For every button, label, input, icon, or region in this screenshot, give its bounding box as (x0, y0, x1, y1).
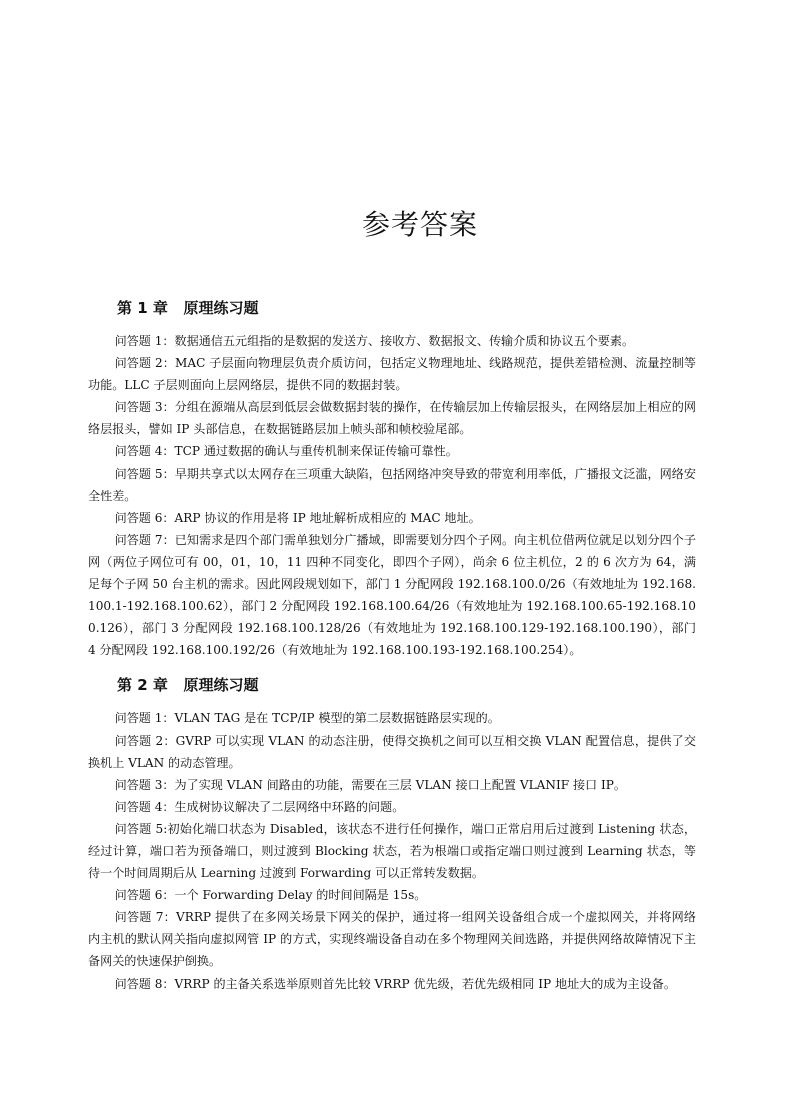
answer-paragraph: 问答题 6：一个 Forwarding Delay 的时间间隔是 15s。 (114, 888, 427, 903)
page-title: 参考答案 (361, 208, 478, 241)
answer-paragraph: 问答题 5:初始化端口状态为 Disabled，该状态不进行任何操作，端口正常启用后过渡到 Listening 状态，经过计算，端口若为预备端口，则过渡到 Blocking 状态，若为根端口或指定端口则过渡到 Learning 状态，等待一个时间周期后从 Learning 过渡到 Forwarding 可以正常转发数据。 (88, 821, 696, 881)
answer-paragraph: 问答题 2：MAC 子层面向物理层负责介质访问，包括定义物理地址、线路规范，提供差错检测、流量控制等功能。LLC 子层则面向上层网络层，提供不同的数据封装。 (88, 356, 696, 393)
chapter-1-heading: 第 1 章 原理练习题 (117, 299, 259, 317)
answer-content (88, 296, 696, 995)
chapter-1-section (88, 296, 696, 661)
answer-paragraph: 问答题 2：GVRP 可以实现 VLAN 的动态注册，使得交换机之间可以互相交换 VLAN 配置信息，提供了交换机上 VLAN 的动态管理。 (88, 733, 696, 770)
answer-paragraph: 问答题 7：已知需求是四个部门需单独划分广播域，即需要划分四个子网。向主机位借两位就足以划分四个子网（两位子网位可有 00，01，10，11 四种不同变化，即四个子网），尚余 6 位主机位，2 的 6 次方为 64，满足每个子网 50 台主机的需求。因此网段规划如下，部门 1 分配网段 192.168.100.0/26（有效地址为 192.168.100.1-192.168.100.62），部门 2 分配网段 192.168.100.64/26（有效地址为 192.168.100.65-192.168.100.126），部门 3 分配网段 192.168.100.128/26（有效地址为 192.168.100.129-192.168.100.190），部门 4 分配网段 192.168.100.192/26（有效地址为 192.168.100.193-192.168.100.254）。 (88, 532, 696, 658)
chapter-2-section (88, 673, 696, 994)
answer-paragraph: 问答题 4：TCP 通过数据的确认与重传机制来保证传输可靠性。 (114, 444, 458, 459)
answer-paragraph: 问答题 7：VRRP 提供了在多网关场景下网关的保护，通过将一组网关设备组合成一个虚拟网关，并将网络内主机的默认网关指向虚拟网管 IP 的方式，实现终端设备自动在多个物理网关间选路，并提供网络故障情况下主备网关的快速保护倒换。 (88, 910, 696, 969)
answer-paragraph: 问答题 3：为了实现 VLAN 间路由的功能，需要在三层 VLAN 接口上配置 VLANIF 接口 IP。 (114, 777, 627, 792)
answer-paragraph: 问答题 1：数据通信五元组指的是数据的发送方、接收方、数据报文、传输介质和协议五个要素。 (114, 334, 635, 348)
answer-paragraph: 问答题 3：分组在源端从高层到低层会做数据封装的操作，在传输层加上传输层报头，在网络层加上相应的网络层报头，譬如 IP 头部信息，在数据链路层加上帧头部和帧校验尾部。 (88, 400, 696, 437)
answer-paragraph: 问答题 5：早期共享式以太网存在三项重大缺陷，包括网络冲突导致的带宽利用率低，广播报文泛滥，网络安全性差。 (88, 466, 696, 503)
answer-paragraph: 问答题 6：ARP 协议的作用是将 IP 地址解析成相应的 MAC 地址。 (114, 510, 481, 525)
answer-paragraph: 问答题 1：VLAN TAG 是在 TCP/IP 模型的第二层数据链路层实现的。 (114, 711, 500, 726)
chapter-2-heading: 第 2 章 原理练习题 (117, 676, 259, 695)
answer-paragraph: 问答题 4：生成树协议解决了二层网络中环路的问题。 (114, 799, 405, 814)
answer-paragraph: 问答题 8：VRRP 的主备关系选举原则首先比较 VRRP 优先级，若优先级相同 IP 地址大的成为主设备。 (114, 976, 676, 991)
